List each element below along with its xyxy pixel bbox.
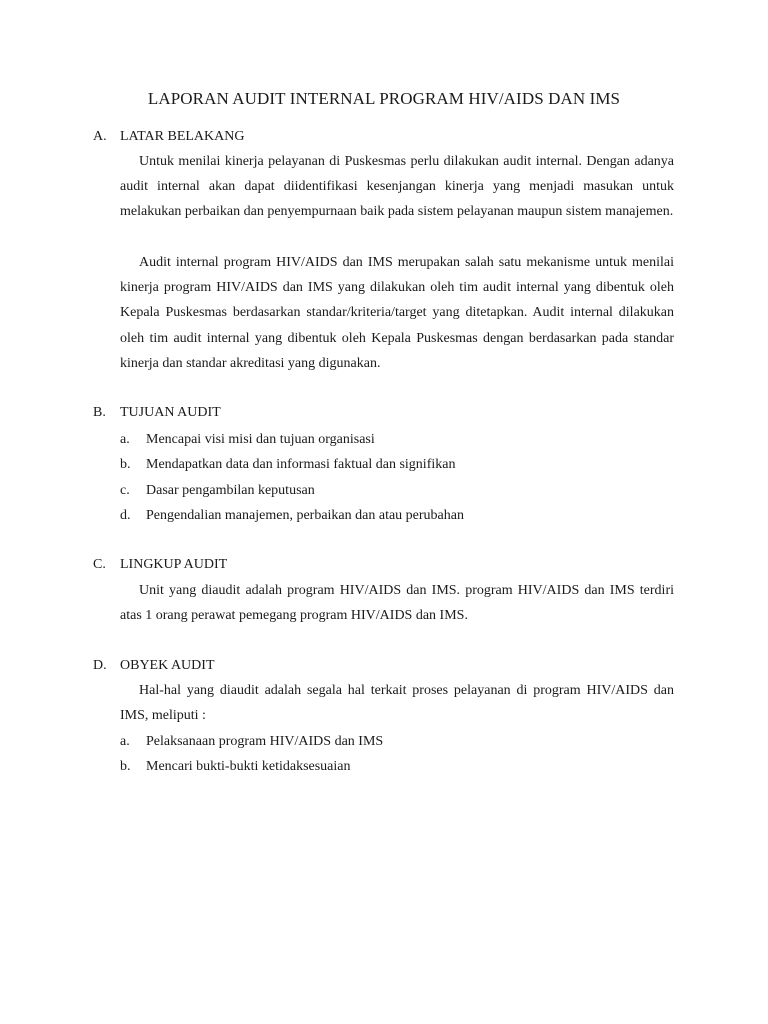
list-item: [120, 754, 383, 779]
list-item-text: Mencapai visi misi dan tujuan organisasi: [146, 432, 375, 447]
document-title: LAPORAN AUDIT INTERNAL PROGRAM HIV/AIDS DAN IMS: [147, 89, 621, 108]
section-a-letter: A.: [93, 129, 107, 144]
list-item-text: Pelaksanaan program HIV/AIDS dan IMS: [146, 734, 384, 749]
section-b-list: [120, 427, 464, 529]
list-item-text: Dasar pengambilan keputusan: [146, 482, 315, 498]
section-a-paragraph-2: Audit internal program HIV/AIDS dan IMS merupakan salah satu mekanisme untuk menilai kinerja program HIV/AIDS dan IMS yang dilakukan oleh tim audit internal yang dibentuk oleh Kepala Puskesmas berdasarkan standar/kriteria/target yang ditetapkan. Audit internal dilakukan oleh tim audit internal yang dibentuk oleh Kepala Puskesmas dengan berdasarkan pada standar kinerja dan standar akreditasi yang digunakan.: [120, 255, 674, 371]
list-item: [120, 478, 464, 503]
list-marker: a.: [120, 734, 130, 749]
list-marker: c.: [120, 482, 130, 498]
section-c-heading: [93, 555, 227, 575]
section-a-title: LATAR BELAKANG: [120, 129, 245, 144]
section-d-list: [120, 729, 383, 780]
list-marker: b.: [120, 759, 131, 775]
list-item-text: Mendapatkan data dan informasi faktual dan signifikan: [146, 457, 456, 473]
section-d-letter: D.: [93, 658, 107, 673]
section-b-title: TUJUAN AUDIT: [120, 405, 221, 420]
list-item-text: Pengendalian manajemen, perbaikan dan atau perubahan: [146, 508, 464, 524]
section-d-heading: [93, 656, 215, 676]
list-item: [120, 503, 464, 528]
section-a-heading: [93, 127, 244, 147]
section-d-paragraph: Hal-hal yang diaudit adalah segala hal terkait proses pelayanan di program HIV/AIDS dan IMS, meliputi :: [120, 683, 674, 724]
list-item: [120, 427, 464, 452]
list-marker: a.: [120, 432, 130, 447]
section-c-title: LINGKUP AUDIT: [120, 557, 228, 572]
section-c-paragraph: Unit yang diaudit adalah program HIV/AIDS dan IMS. program HIV/AIDS dan IMS terdiri atas 1 orang perawat pemegang program HIV/AIDS dan IMS.: [120, 583, 674, 624]
list-item: [120, 452, 464, 477]
section-c-letter: C.: [93, 557, 106, 572]
list-marker: b.: [120, 457, 131, 473]
section-b-letter: B.: [93, 405, 106, 420]
list-marker: d.: [120, 508, 131, 524]
list-item-text: Mencari bukti-bukti ketidaksesuaian: [146, 759, 351, 775]
section-b-heading: [93, 403, 221, 423]
section-a-paragraph-1: Untuk menilai kinerja pelayanan di Puskesmas perlu dilakukan audit internal. Dengan adanya audit internal akan dapat diidentifikasi kesenjangan kinerja yang menjadi masukan untuk melakukan perbaikan dan penyempurnaan baik pada sistem pelayanan maupun sistem manajemen.: [120, 154, 674, 220]
section-d-title: OBYEK AUDIT: [120, 658, 215, 673]
list-item: [120, 729, 383, 754]
